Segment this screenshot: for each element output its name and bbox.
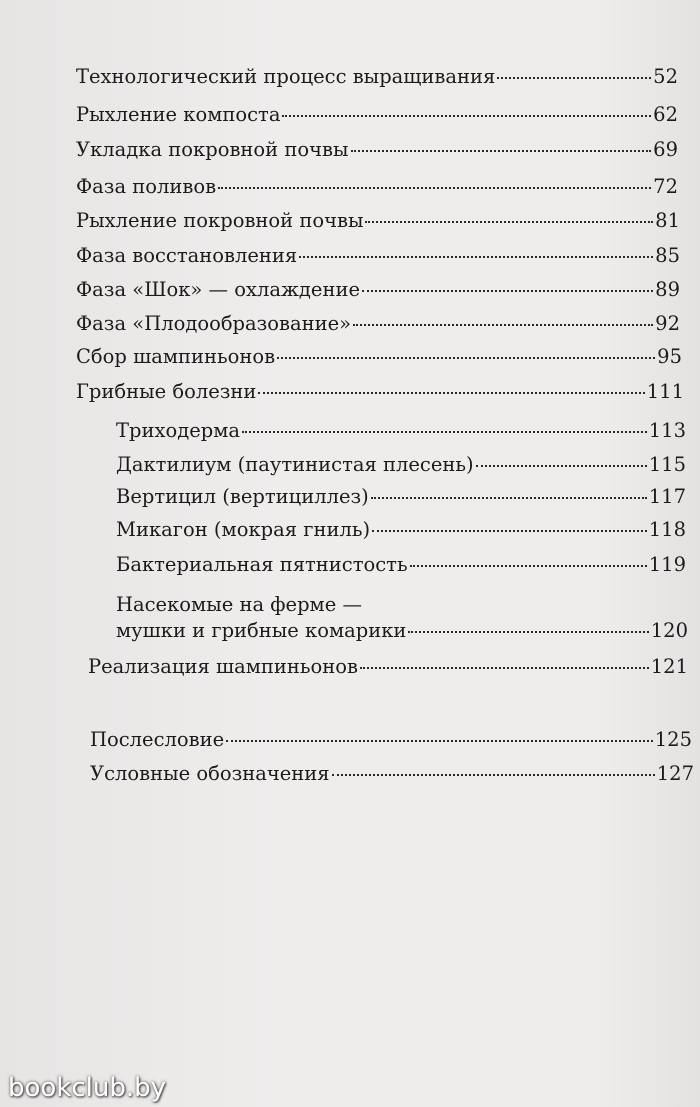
toc-entry-page: 125 [654, 728, 692, 751]
toc-entry [76, 342, 682, 372]
leader-dots [351, 149, 652, 152]
toc-entry-page: 111 [646, 380, 684, 403]
toc-entry [76, 309, 680, 339]
toc-entry-page: 95 [657, 345, 682, 368]
toc-entry-title: Фаза «Шок» — охлаждение [76, 278, 360, 301]
toc-entry-title: Сбор шампиньонов [76, 345, 276, 368]
toc-entry-title: Фаза восстановления [76, 244, 298, 267]
toc-entry-page: 117 [648, 485, 686, 508]
toc-entry [76, 135, 678, 165]
toc-entry-page: 62 [653, 103, 678, 126]
toc-entry-title: Вертицил (вертициллез) [116, 485, 369, 508]
toc-entry [76, 172, 678, 202]
toc-subentry-first-line: Насекомые на ферме — [116, 593, 362, 616]
leader-dots [282, 114, 651, 117]
leader-dots [277, 356, 655, 359]
leader-dots [218, 186, 651, 189]
toc-entry-title: Послесловие [90, 728, 225, 751]
toc-entry-title: Дактилиум (паутинистая плесень) [116, 453, 474, 476]
toc-subentry [116, 482, 686, 512]
leader-dots [410, 564, 647, 567]
toc-entry-title: Технологический процесс выращивания [76, 65, 496, 88]
toc-entry [76, 377, 684, 407]
toc-subentry [116, 450, 686, 480]
toc-entry [76, 206, 680, 236]
toc-entry [90, 759, 694, 789]
toc-entry-page: 115 [648, 453, 686, 476]
leader-dots [353, 323, 653, 326]
leader-dots [299, 255, 653, 258]
toc-entry-page: 121 [650, 655, 688, 678]
toc-entry-page: 72 [653, 175, 678, 198]
leader-dots [362, 289, 653, 292]
toc-entry-page: 89 [655, 278, 680, 301]
toc-entry-title: Микагон (мокрая гниль) [116, 518, 371, 541]
toc-entry-title: мушки и грибные комарики [116, 619, 407, 642]
toc-entry [88, 652, 688, 682]
leader-dots [360, 666, 649, 669]
toc-entry-page: 52 [653, 65, 678, 88]
toc-entry-title: Рыхление компоста [76, 103, 281, 126]
leader-dots [258, 391, 644, 394]
toc-subentry [116, 550, 686, 580]
leader-dots [476, 464, 647, 467]
toc-entry-page: 69 [653, 138, 678, 161]
toc-entry [76, 241, 680, 271]
toc-entry-title: Укладка покровной почвы [76, 138, 349, 161]
leader-dots [242, 430, 647, 433]
toc-entry-page: 119 [648, 553, 686, 576]
toc-entry-title: Трихoдерма [116, 419, 241, 442]
leader-dots [497, 76, 651, 79]
toc-entry-page: 127 [656, 762, 694, 785]
leader-dots [226, 739, 653, 742]
toc-entry-title: Реализация шампиньонов [88, 655, 358, 678]
toc-entry-title: Фаза «Плодообразование» [76, 312, 352, 335]
toc-entry-page: 81 [655, 209, 680, 232]
toc-subentry [116, 515, 686, 545]
toc-entry-title: Фаза поливов [76, 175, 217, 198]
toc-entry [76, 275, 680, 305]
leader-dots [365, 220, 653, 223]
leader-dots [408, 630, 648, 633]
toc-entry-page: 118 [648, 518, 686, 541]
toc-entry-title: Бактериальная пятнистость [116, 553, 408, 576]
leader-dots [371, 496, 647, 499]
toc-entry-title: Рыхление покровной почвы [76, 209, 364, 232]
toc-entry-page: 85 [655, 244, 680, 267]
toc-subentry [116, 616, 688, 646]
leader-dots [372, 529, 647, 532]
toc-entry-page: 113 [648, 419, 686, 442]
toc-entry [90, 725, 692, 755]
toc-entry-title: Условные обозначения [90, 762, 330, 785]
watermark: bookclub.by [8, 1073, 167, 1103]
toc-entry [76, 62, 678, 92]
toc-entry-page: 92 [655, 312, 680, 335]
leader-dots [332, 773, 655, 776]
toc-subentry [116, 416, 686, 446]
toc-entry [76, 100, 678, 130]
toc-entry-title: Грибные болезни [76, 380, 257, 403]
toc-entry-page: 120 [650, 619, 688, 642]
